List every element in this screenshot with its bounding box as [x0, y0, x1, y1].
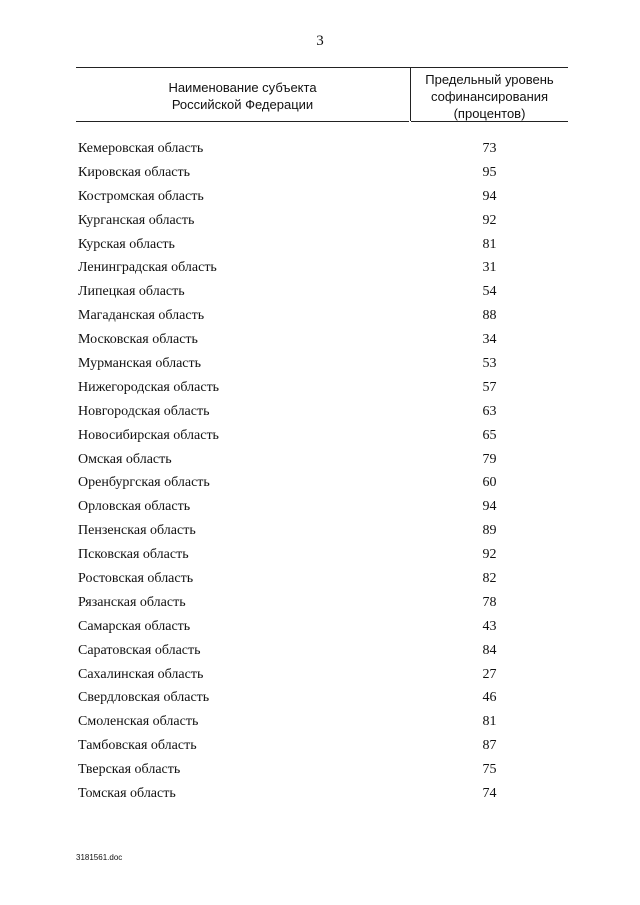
cofinancing-level: 75: [482, 762, 497, 778]
region-name: Рязанская область: [78, 594, 186, 610]
cofinancing-level: 95: [482, 164, 497, 180]
table-row: [0, 472, 640, 496]
region-name: Псковская область: [78, 547, 189, 563]
cofinancing-level: 78: [482, 594, 497, 610]
header-cofinancing-level-line: Предельный уровень: [425, 72, 554, 87]
header-region-name: [76, 79, 409, 113]
region-name: Кемеровская область: [78, 141, 204, 156]
page-number: 3: [316, 33, 324, 49]
cofinancing-level: 54: [482, 284, 497, 300]
header-region-name-line: Российской Федерации: [171, 97, 314, 112]
region-name: Курская область: [78, 236, 175, 252]
cofinancing-level: 46: [482, 690, 497, 706]
table-row: [0, 568, 640, 592]
table-row: [0, 425, 640, 449]
table-row: [0, 401, 640, 425]
region-name: Оренбургская область: [78, 475, 210, 491]
table-row: [0, 162, 640, 186]
region-name: Тамбовская область: [78, 738, 197, 754]
table-row: [0, 759, 640, 783]
table-row: [0, 329, 640, 353]
region-name: Смоленская область: [78, 714, 199, 730]
header-region-name-line: Наименование субъекта: [168, 80, 317, 95]
header-bottom-rule-left: [76, 121, 409, 122]
table-row: [0, 592, 640, 616]
region-name: Магаданская область: [78, 308, 205, 324]
table-row: [0, 687, 640, 711]
table-row: [0, 783, 640, 807]
cofinancing-level: 81: [482, 236, 497, 252]
table-row: [0, 234, 640, 258]
region-name: Омская область: [78, 451, 172, 467]
cofinancing-level: 92: [482, 547, 497, 563]
cofinancing-level: 92: [482, 212, 497, 228]
cofinancing-level: 73: [482, 141, 497, 156]
cofinancing-level: 94: [482, 188, 497, 204]
cofinancing-level: 82: [482, 571, 497, 587]
table-row: [0, 640, 640, 664]
cofinancing-level: 84: [482, 642, 497, 658]
cofinancing-level: 79: [482, 451, 497, 467]
cofinancing-level: 74: [482, 786, 497, 802]
cofinancing-level: 27: [482, 666, 497, 682]
table-row: [0, 186, 640, 210]
table-row: [0, 616, 640, 640]
header-cofinancing-level-line: софинансирования: [430, 89, 549, 104]
region-name: Пензенская область: [78, 523, 196, 539]
header-cofinancing-level-line: (процентов): [453, 106, 526, 121]
region-name: Ленинградская область: [78, 260, 217, 276]
region-name: Московская область: [78, 332, 198, 348]
table-row: [0, 210, 640, 234]
region-name: Курганская область: [78, 212, 195, 228]
document-id: 3181561.doc: [76, 853, 123, 862]
table-row: [0, 449, 640, 473]
region-name: Кировская область: [78, 164, 191, 180]
table-row: [0, 138, 640, 162]
region-name: Костромская область: [78, 188, 204, 204]
table-row: [0, 711, 640, 735]
header-cofinancing-level: [411, 71, 568, 122]
cofinancing-level: 53: [482, 356, 497, 372]
cofinancing-level: 63: [482, 403, 497, 419]
table-row: [0, 305, 640, 329]
table-body: [0, 138, 640, 807]
region-name: Новосибирская область: [78, 427, 219, 443]
cofinancing-level: 65: [482, 427, 497, 443]
region-name: Тверская область: [78, 762, 181, 778]
region-name: Мурманская область: [78, 356, 202, 372]
region-name: Ростовская область: [78, 571, 194, 587]
cofinancing-level: 43: [482, 618, 497, 634]
region-name: Самарская область: [78, 618, 191, 634]
region-name: Саратовская область: [78, 642, 201, 658]
cofinancing-level: 57: [482, 379, 497, 395]
region-name: Сахалинская область: [78, 666, 204, 682]
table-row: [0, 520, 640, 544]
table-row: [0, 257, 640, 281]
region-name: Нижегородская область: [78, 379, 220, 395]
table-row: [0, 281, 640, 305]
region-name: Орловская область: [78, 499, 191, 515]
table-row: [0, 496, 640, 520]
region-name: Новгородская область: [78, 403, 210, 419]
table-row: [0, 664, 640, 688]
table-row: [0, 544, 640, 568]
table-row: [0, 735, 640, 759]
cofinancing-level: 88: [482, 308, 497, 324]
region-name: Липецкая область: [78, 284, 185, 300]
region-name: Томская область: [78, 786, 176, 802]
cofinancing-level: 81: [482, 714, 497, 730]
cofinancing-level: 60: [482, 475, 497, 491]
table-top-rule: [76, 67, 568, 68]
cofinancing-level: 34: [482, 332, 497, 348]
cofinancing-level: 31: [482, 260, 497, 276]
table-row: [0, 377, 640, 401]
region-name: Свердловская область: [78, 690, 210, 706]
cofinancing-level: 87: [482, 738, 497, 754]
cofinancing-level: 89: [482, 523, 497, 539]
cofinancing-level: 94: [482, 499, 497, 515]
table-row: [0, 353, 640, 377]
